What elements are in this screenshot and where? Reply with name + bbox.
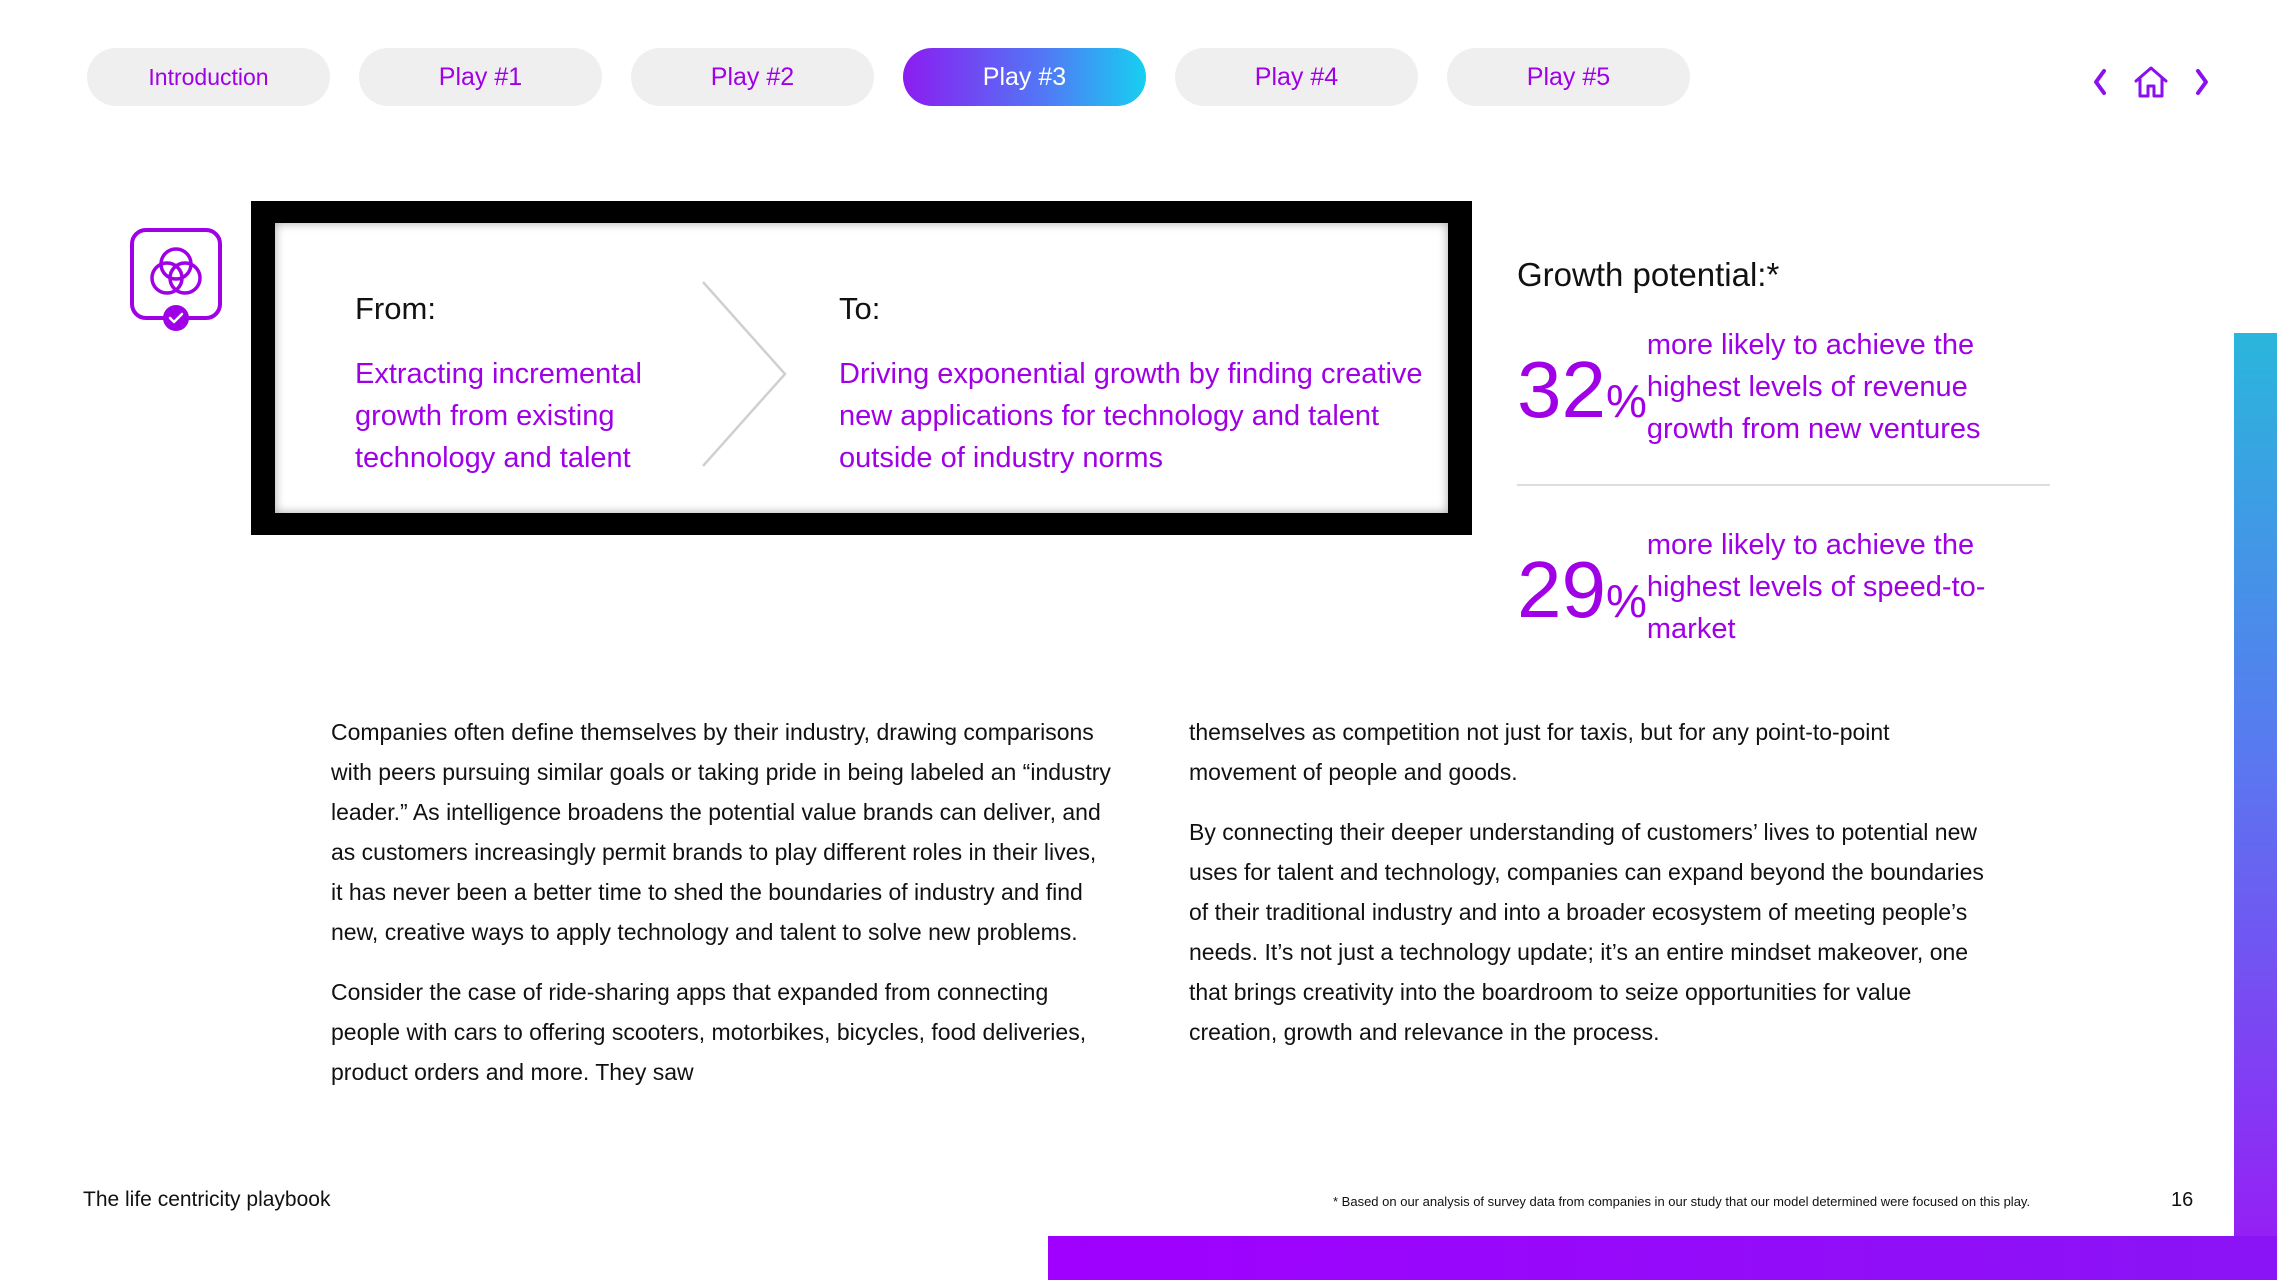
- growth-potential: [1517, 256, 2050, 650]
- chevron-left-icon: [2092, 68, 2108, 96]
- decorative-gradient-bar-right: [2234, 333, 2277, 1280]
- page-controls: [2085, 62, 2217, 102]
- stat-value: [1517, 524, 1647, 634]
- stat-number: 29: [1517, 545, 1606, 634]
- stat-unit: %: [1605, 375, 1647, 427]
- stat-value: [1517, 324, 1647, 434]
- tab-play-3[interactable]: Play #3: [903, 48, 1146, 106]
- body-paragraph: themselves as competition not just for taxis, but for any point-to-point movement of people and goods.: [1189, 719, 1890, 785]
- stat-divider: [1517, 484, 2050, 486]
- document-title: The life centricity playbook: [83, 1188, 331, 1211]
- overlapping-circles-check-icon: [128, 226, 228, 336]
- decorative-gradient-bar-bottom: [1048, 1236, 2277, 1280]
- next-page-button[interactable]: [2187, 62, 2217, 102]
- from-label: From:: [355, 291, 436, 326]
- stat-description: more likely to achieve the highest levels of speed-to-market: [1646, 529, 1986, 645]
- chevron-right-divider-icon: [695, 278, 795, 478]
- body-paragraph: Companies often define themselves by their industry, drawing comparisons with peers pursuing similar goals or taking pride in being labeled an “industry leader.” As intelligence broadens the potential value brands can deliver, and as customers increasingly permit brands to play different roles in their lives, it has never been a better time to shed the boundaries of industry and find new, creative ways to apply technology and talent to solve new problems.: [331, 719, 1111, 945]
- previous-page-button[interactable]: [2085, 62, 2115, 102]
- stat-number: 32: [1517, 345, 1606, 434]
- tab-play-2[interactable]: Play #2: [631, 48, 874, 106]
- from-to-panel: [251, 201, 1472, 535]
- to-label: To:: [839, 291, 881, 326]
- stat-description: more likely to achieve the highest levels of revenue growth from new ventures: [1646, 329, 1981, 445]
- growth-title: Growth potential:*: [1517, 256, 1780, 293]
- footnote: * Based on our analysis of survey data from companies in our study that our model determined were focused on this play.: [1333, 1194, 2031, 1209]
- body-column-left: [331, 712, 1111, 1112]
- from-column: [355, 291, 715, 479]
- stat-speed-to-market: [1517, 524, 2050, 650]
- page-number: 16: [2171, 1189, 2194, 1211]
- body-column-right: [1189, 712, 1989, 1072]
- tab-play-5[interactable]: Play #5: [1447, 48, 1690, 106]
- body-paragraph: Consider the case of ride-sharing apps that expanded from connecting people with cars to offering scooters, motorbikes, bicycles, food deliveries, product orders and more. They saw: [331, 979, 1087, 1085]
- tab-play-1[interactable]: Play #1: [359, 48, 602, 106]
- home-button[interactable]: [2129, 62, 2173, 102]
- to-column: [839, 291, 1439, 479]
- tab-introduction[interactable]: Introduction: [87, 48, 330, 106]
- play-navigation: [87, 48, 1690, 106]
- stat-unit: %: [1605, 575, 1647, 627]
- body-paragraph: By connecting their deeper understanding of customers’ lives to potential new uses for talent and technology, companies can expand beyond the boundaries of their traditional industry and into a broader ecosystem of meeting people’s needs. It’s not just a technology update; it’s an entire mindset makeover, one that brings creativity into the boardroom to seize opportunities for value creation, growth and relevance in the process.: [1189, 819, 1984, 1045]
- from-to-content: [275, 223, 1448, 513]
- chevron-right-icon: [2194, 68, 2210, 96]
- stat-revenue-growth: [1517, 324, 2050, 450]
- tab-play-4[interactable]: Play #4: [1175, 48, 1418, 106]
- from-text: Extracting incremental growth from existing technology and talent: [355, 358, 642, 474]
- home-icon: [2133, 65, 2169, 99]
- to-text: Driving exponential growth by finding creative new applications for technology and talent outside of industry norms: [839, 358, 1423, 474]
